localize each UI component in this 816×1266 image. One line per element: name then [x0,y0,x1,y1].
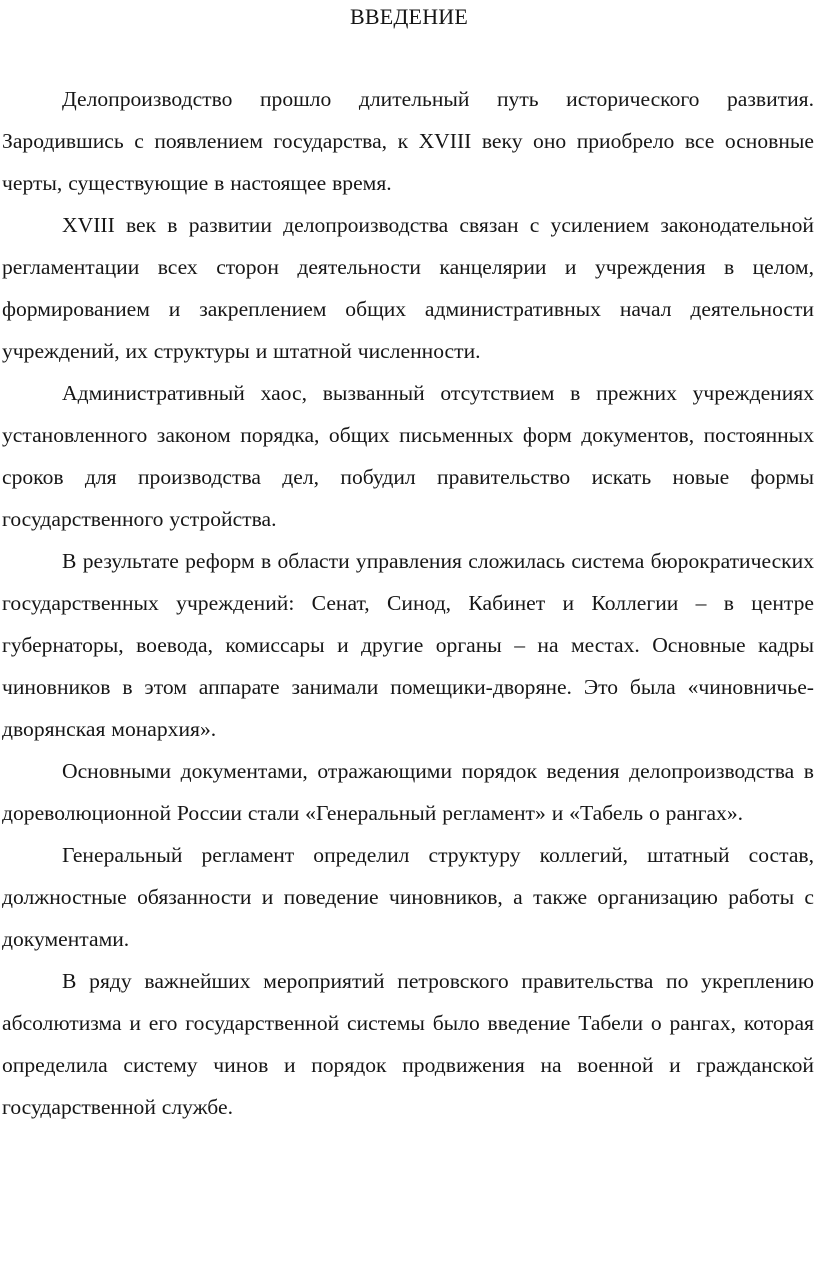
paragraph-3: Административный хаос, вызванный отсутствием в прежних учреждениях установленного законом порядка, общих письменных форм документов, постоянных сроков для производства дел, побудил правительство искать новые формы государственного устройства. [2,381,814,531]
paragraph-6: Генеральный регламент определил структуру коллегий, штатный состав, должностные обязанности и поведение чиновников, а также организацию работы с документами. [2,843,814,951]
paragraph-4: В результате реформ в области управления сложилась система бюрократических государственных учреждений: Сенат, Синод, Кабинет и Коллегии – в центре губернаторы, воевода, комиссары и другие органы – на местах. Основные кадры чиновников в этом аппарате занимали помещики-дворяне. Это была «чиновничье-дворянская монархия». [2,549,814,741]
paragraph-1: Делопроизводство прошло длительный путь исторического развития. Зародившись с появлением государства, к XVIII веку оно приобрело все основные черты, существующие в настоящее время. [2,87,814,195]
paragraph-2: XVIII век в развитии делопроизводства связан с усилением законодательной регламентации всех сторон деятельности канцелярии и учреждения в целом, формированием и закреплением общих административных начал деятельности учреждений, их структуры и штатной численности. [2,213,814,363]
paragraph-7: В ряду важнейших мероприятий петровского правительства по укреплению абсолютизма и его государственной системы было введение Табели о рангах, которая определила систему чинов и порядок продвижения на военной и гражданской государственной службе. [2,969,814,1119]
paragraph-5: Основными документами, отражающими порядок ведения делопроизводства в дореволюционной России стали «Генеральный регламент» и «Табель о рангах». [2,759,814,825]
document-body [2,78,814,1128]
page-title: ВВЕДЕНИЕ [349,4,469,29]
